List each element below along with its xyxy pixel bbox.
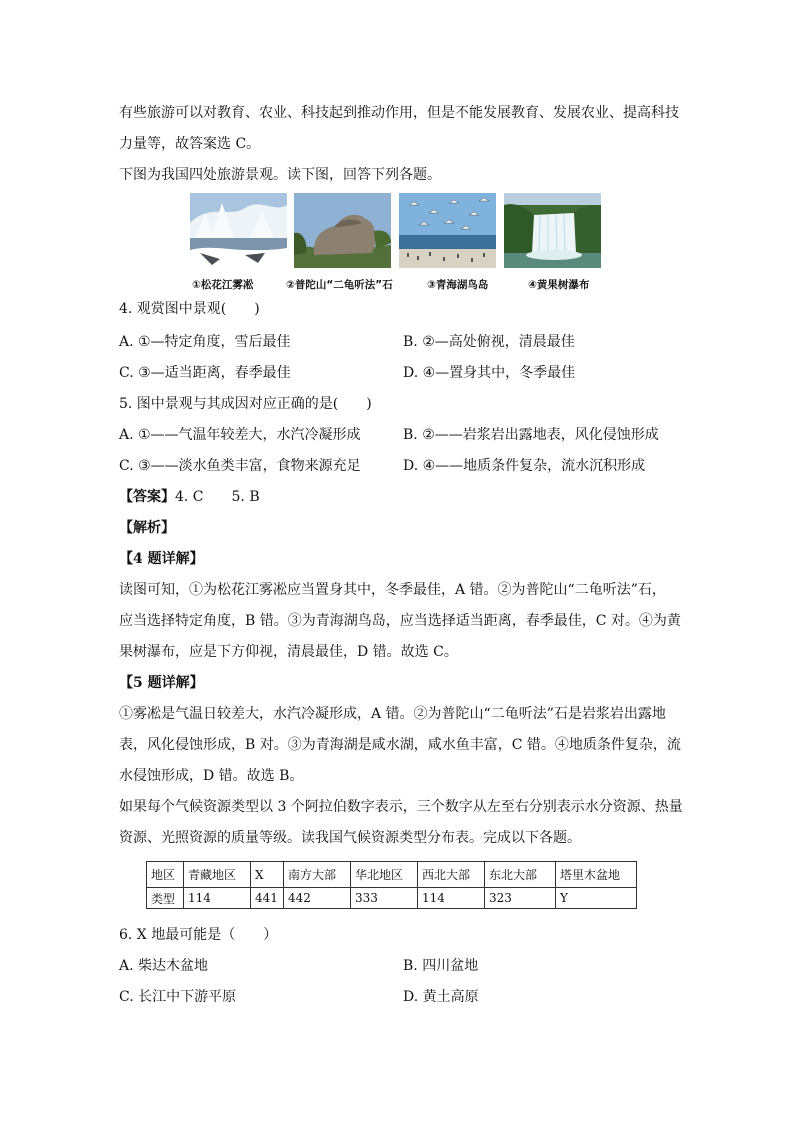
analysis-label: 【解析】 xyxy=(119,520,175,536)
question-6-option-a: A. 柴达木盆地 xyxy=(119,958,209,974)
table-header-cell: 东北大部 xyxy=(485,862,556,888)
table-cell: 442 xyxy=(284,888,351,909)
detail-5-line-2: 表，风化侵蚀形成，B 对。③为青海湖是咸水湖，咸水鱼丰富，C 错。④地质条件复杂，流 xyxy=(119,737,681,753)
detail-4-label: 【4 题详解】 xyxy=(119,551,204,567)
detail-4-line-2: 应当选择特定角度，B 错。③为青海湖鸟岛，应当选择适当距离，春季最佳，C 对。④为黄 xyxy=(119,613,681,629)
rock-formation-icon xyxy=(294,193,391,268)
table-cell: 114 xyxy=(418,888,485,909)
detail-5-line-1: ①雾凇是气温日较差大，水汽冷凝形成，A 错。②为普陀山“二龟听法”石是岩浆岩出露地 xyxy=(119,706,666,722)
climate-intro-line-2: 资源、光照资源的质量等级。读我国气候资源类型分布表。完成以下各题。 xyxy=(119,830,581,846)
table-row xyxy=(147,888,637,909)
answer-line xyxy=(119,488,260,506)
question-5-stem: 5. 图中景观与其成因对应正确的是( ) xyxy=(119,396,372,412)
figure-caption-2: ②普陀山“二龟听法”石 xyxy=(286,279,393,291)
table-cell: 114 xyxy=(184,888,251,909)
table-header-cell: 南方大部 xyxy=(284,862,351,888)
waterfall-icon xyxy=(504,193,601,268)
table-header-cell: 地区 xyxy=(147,862,184,888)
table-cell: 323 xyxy=(485,888,556,909)
question-6-stem: 6. X 地最可能是（ ） xyxy=(119,927,278,943)
figure-caption-1: ①松花江雾凇 xyxy=(192,279,254,291)
question-4-stem: 4. 观赏图中景观( ) xyxy=(119,301,260,317)
scenery-figures xyxy=(190,193,602,295)
intro-line-3: 下图为我国四处旅游景观。读下图，回答下列各题。 xyxy=(119,167,441,183)
table-cell: 类型 xyxy=(147,888,184,909)
table-header-cell: 西北大部 xyxy=(418,862,485,888)
table-header-cell: X xyxy=(251,862,284,888)
question-4-option-c: C. ③—适当距离，春季最佳 xyxy=(119,365,291,381)
answer-text: 4. C 5. B xyxy=(175,489,260,505)
table-cell: 333 xyxy=(351,888,418,909)
intro-line-2: 力量等，故答案选 C。 xyxy=(119,136,261,152)
detail-5-label: 【5 题详解】 xyxy=(119,675,204,691)
question-6-option-c: C. 长江中下游平原 xyxy=(119,989,237,1005)
question-4-option-a: A. ①—特定角度，雪后最佳 xyxy=(119,334,291,350)
answer-label: 【答案】 xyxy=(119,489,175,505)
figure-caption-3: ③青海湖鸟岛 xyxy=(427,279,489,291)
climate-type-table xyxy=(146,861,637,909)
question-5-option-d: D. ④——地质条件复杂，流水沉积形成 xyxy=(403,458,646,474)
intro-line-1: 有些旅游可以对教育、农业、科技起到推动作用，但是不能发展教育、发展农业、提高科技 xyxy=(119,105,679,121)
table-header-cell: 塔里木盆地 xyxy=(556,862,637,888)
table-header-cell: 青藏地区 xyxy=(184,862,251,888)
table-cell: 441 xyxy=(251,888,284,909)
climate-intro-line-1: 如果每个气候资源类型以 3 个阿拉伯数字表示，三个数字从左至右分别表示水分资源、热量 xyxy=(119,799,683,815)
question-5-option-a: A. ①——气温年较差大，水汽冷凝形成 xyxy=(119,427,361,443)
question-5-option-c: C. ③——淡水鱼类丰富，食物来源充足 xyxy=(119,458,361,474)
rime-landscape-icon xyxy=(190,193,287,268)
question-4-option-d: D. ④—置身其中，冬季最佳 xyxy=(403,365,576,381)
question-5-option-b: B. ②——岩浆岩出露地表，风化侵蚀形成 xyxy=(403,427,659,443)
bird-island-icon xyxy=(399,193,496,268)
figure-caption-4: ④黄果树瀑布 xyxy=(528,279,590,291)
question-4-option-b: B. ②—高处俯视，清晨最佳 xyxy=(403,334,575,350)
detail-5-line-3: 水侵蚀形成，D 错。故选 B。 xyxy=(119,768,304,784)
table-header-cell: 华北地区 xyxy=(351,862,418,888)
detail-4-line-1: 读图可知，①为松花江雾凇应当置身其中，冬季最佳，A 错。②为普陀山“二龟听法”石， xyxy=(119,582,666,598)
detail-4-line-3: 果树瀑布，应是下方仰视，清晨最佳，D 错。故选 C。 xyxy=(119,644,458,660)
question-6-option-b: B. 四川盆地 xyxy=(403,958,479,974)
question-6-option-d: D. 黄土高原 xyxy=(403,989,479,1005)
table-cell: Y xyxy=(556,888,637,909)
table-header-row xyxy=(147,862,637,888)
